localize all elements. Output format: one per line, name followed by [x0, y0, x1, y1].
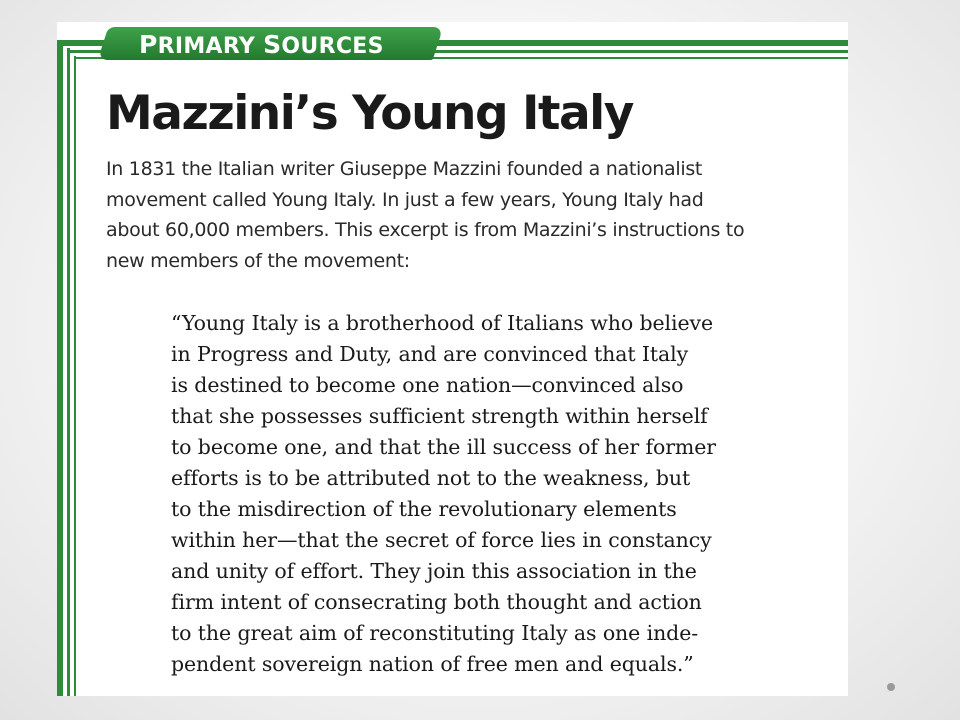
intro-line: movement called Young Italy. In just a few years, Young Italy had: [106, 188, 704, 211]
banner-label: PRIMARY SOURCES: [139, 30, 384, 59]
quote-line: efforts is to be attributed not to the weakness, but: [171, 466, 691, 490]
quote-line: firm intent of consecrating both thought and action: [171, 590, 702, 614]
quote-line: to the great aim of reconstituting Italy as one inde-: [171, 621, 699, 645]
frame-left-bar-outer: [57, 40, 63, 696]
frame-left-bar-inner: [67, 48, 70, 696]
quote-line: is destined to become one nation—convinced also: [171, 373, 684, 397]
quote-line: and unity of effort. They join this association in the: [171, 559, 697, 583]
intro-line: new members of the movement:: [106, 249, 410, 272]
quote-line: to the misdirection of the revolutionary elements: [171, 497, 677, 521]
quote-line: pendent sovereign nation of free men and equals.”: [171, 652, 694, 676]
quote-line: within her—that the secret of force lies in constancy: [171, 528, 712, 552]
intro-paragraph: [106, 154, 836, 276]
intro-line: about 60,000 members. This excerpt is from Mazzini’s instructions to: [106, 219, 745, 241]
intro-line: In 1831 the Italian writer Giuseppe Mazzini founded a nationalist: [106, 158, 703, 180]
quote-line: to become one, and that the ill success of her former: [171, 435, 716, 459]
primary-source-card: [57, 22, 848, 696]
frame-left-bar-thin: [74, 56, 76, 696]
page-title: Mazzini’s Young Italy: [106, 86, 633, 141]
slide-indicator-dot: [887, 683, 895, 691]
mazzini-quote: [171, 308, 831, 680]
quote-line: in Progress and Duty, and are convinced that Italy: [171, 342, 689, 366]
quote-line: that she possesses sufficient strength within herself: [171, 404, 708, 428]
quote-line: “Young Italy is a brotherhood of Italians who believe: [171, 311, 713, 335]
